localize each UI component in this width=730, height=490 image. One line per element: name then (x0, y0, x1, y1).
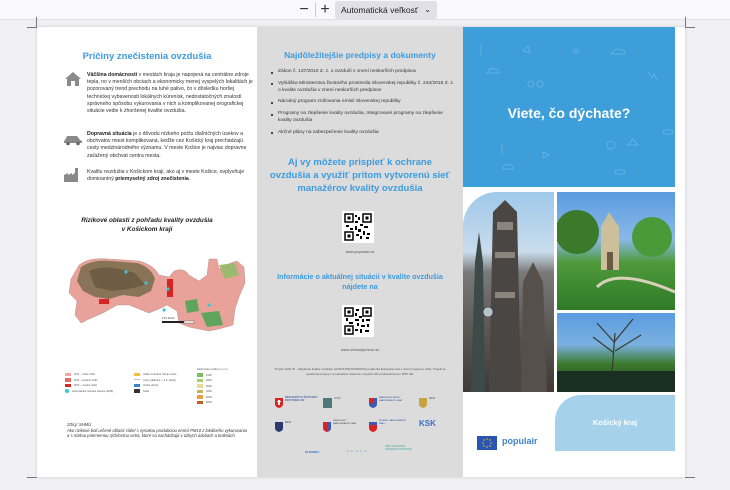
logo-vsb: VŠB TECHNICKÁ UNIVERZITA OSTRAVA (385, 445, 412, 452)
call-to-action: Aj vy môžete prispieť k ochrane ovzdušia a využiť pritom vytvorenú sieť manažérov kvality ovzdušia (269, 157, 451, 194)
logo-pedas: P.E.D.A.S. (347, 450, 370, 453)
cause-industry: Kvalitu ovzdušia v Košickom kraji, ako aj v meste Košice, ovplyvňuje dominantný priemyselný zdroj znečistenia. (87, 169, 245, 183)
cover-hero (463, 27, 675, 187)
legend-swatch (197, 373, 203, 377)
zoom-select[interactable] (335, 1, 437, 19)
legend-risk: RO1 – nízke riziko RO2 – stredné riziko RO3 – vysoké riziko Automatické meracie stanice (AMS) (65, 372, 113, 394)
list-item: Akčné plány na zabezpečenie kvality ovzdušia (271, 130, 456, 137)
legend-swatch (197, 390, 203, 394)
list-item: Programy na zlepšenie kvality ovzdušia, Integrované programy na zlepšenie kvality ovzdušia (271, 111, 456, 125)
park-photo (557, 192, 675, 310)
cover-panel (463, 27, 685, 477)
crop-mark (685, 27, 695, 28)
map-title: Rizikové oblasti z pohľadu kvality ovzdušia v Košickom kraji (81, 217, 213, 233)
legend-features: Veľké a stredné zdroje emisií Cesty (diaľnice, I. a II. triedy) Vodné plochy Sídla (134, 372, 176, 394)
eu-flag-icon (477, 436, 497, 450)
map-scale: 0 10 20 km (162, 317, 175, 320)
legend-swatch (134, 373, 140, 377)
lake-photo (557, 313, 675, 392)
legend-swatch (65, 373, 71, 377)
house-icon (64, 71, 82, 87)
risk-map (59, 245, 254, 350)
factory-icon (63, 167, 81, 183)
zoom-in-button[interactable]: + (320, 1, 330, 18)
qr-code-populair (342, 211, 374, 243)
legend-swatch (65, 384, 71, 388)
documents-list (271, 69, 456, 142)
project-info: Projekt LIFE IP – Zlepšenie kvality ovzdušia (LIFE18 IPE/SK/000010) podporila Európska únia v rámci programu LIFE. Projekt je spolufinancovaný z prostriedkov štátneho rozpočtu SR prostredníctvom MŽP SR. (274, 367, 446, 376)
logo-zilina: ŽILINSKÝ SAMOSPRÁVNY KRAJ (369, 419, 409, 429)
list-item: Národný program znižovania emisií Slovenskej republiky (271, 99, 456, 106)
qr-code-shmu (342, 305, 374, 337)
legend-swatch (197, 384, 203, 388)
crop-mark (685, 17, 686, 27)
cathedral-photo (463, 192, 554, 392)
url-shmu[interactable]: www.shmudychom.sk (340, 347, 380, 352)
populair-logo: populair (502, 436, 538, 446)
cover-title: Viete, čo dýchate? (507, 105, 631, 121)
car-icon (63, 131, 83, 147)
list-item: Vyhláška Ministerstva životného prostredia Slovenskej republiky č. 244/2016 Z. z. o kvalite ovzdušia v znení neskorších predpisov (271, 81, 456, 95)
documents-panel (257, 27, 463, 477)
logo-kraj-1: KRAJ (419, 395, 459, 405)
legend-elevation: Nadmorská výška (m n.m.) 1000 2000 3000 4000 5000 6000 (197, 368, 228, 404)
logo-ministry: MINISTERSTVO ŽIVOTNÉHO PROSTREDIA SR (275, 395, 319, 405)
logo-ksk: KSK (419, 419, 436, 428)
legend-swatch (134, 384, 140, 388)
chevron-down-icon: ⌄ (424, 5, 431, 14)
zoom-out-button[interactable]: − (299, 1, 309, 18)
documents-title: Najdôležitejšie predpisy a dokumenty (284, 50, 436, 60)
info-heading: Informácie o aktuálnej situácii v kvalite ovzdušia nájdete na (277, 272, 443, 291)
region-label: Košický kraj (555, 395, 675, 451)
logo-slovnet: SLOVNET (305, 450, 320, 454)
legend-swatch (197, 395, 203, 399)
legend-swatch (134, 379, 140, 380)
pdf-page (37, 27, 685, 477)
pdf-toolbar (0, 0, 730, 20)
logo-shmu: SHMÚ (323, 395, 363, 405)
legend-swatch (197, 379, 203, 383)
cause-households: Väčšina domácností v mestách kraja je napojená na centrálne zdroje tepla, no v menších obciach a ekonomicky menej vyspelých lokalitách je pozorovaný trend prechodu na tuhé palivo, čo v dôsledku horšej technickej vybavenosti lokálnych kúrenísk, nedostatočných znalostí správneho spôsobu vykurovania v nich a komplikovanej orografickej situácie vedie k zhoršenej kvalite ovzdušia. (87, 72, 253, 115)
logo-presov: PREŠOVSKÝ SAMOSPRÁVNY KRAJ (323, 419, 363, 429)
logo-kraj-2: KRAJ (275, 419, 315, 429)
crop-mark (685, 477, 695, 478)
legend-swatch (65, 378, 71, 382)
crop-mark (36, 17, 37, 27)
map-footnote: Zdroj: SHMÚ Ako rizikové boli určené oblasti sídiel s vysokou produkciou emisií PM10 z lokálneho vykurovania a s nízkou priemernou rýchlosťou vetra, ktoré sa nachádzajú v úzkych údoliach a kotlinách. (67, 422, 247, 439)
crop-mark (27, 477, 37, 478)
url-populair[interactable]: www.populair.sk (345, 249, 375, 254)
list-item: Zákon č. 137/2010 Z. z. o ovzduší v znení neskorších predpisov (271, 69, 456, 76)
legend-swatch (65, 389, 69, 393)
zoom-select-value: Automatická veľkosť (341, 5, 419, 15)
legend-swatch (134, 389, 140, 393)
causes-panel (37, 27, 257, 477)
crop-mark (27, 27, 37, 28)
causes-title: Príčiny znečistenia ovzdušia (82, 51, 212, 62)
legend-swatch (197, 401, 203, 405)
logo-bbsk: BANSKOBYSTRICKÝ SAMOSPRÁVNY KRAJ (369, 395, 409, 405)
cause-traffic: Dopravná situácia je z dôvodu nízkeho počtu diaľničných úsekov a obchvatov miest komplikovaná, keďže cez Košický kraj prechádzajú cesty medzinárodného významu. V meste Košice je najviac dopravne zaťažený obchvat centra mesta. (87, 131, 247, 159)
